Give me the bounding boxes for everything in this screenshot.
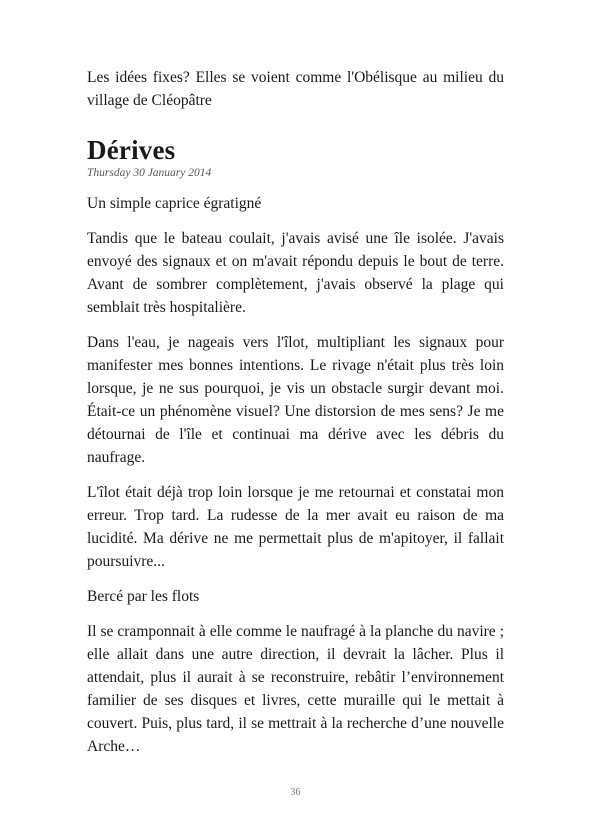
paragraph-2: Dans l'eau, je nageais vers l'îlot, multipliant les signaux pour manifester mes bonnes intentions. Le rivage n'était plus très loin lorsque, je ne sus pourquoi, je vis un obstacle surgir devant moi. Était-ce un phénomène visuel? Une distorsion de mes sens? Je me détournai de l'île et continuai ma dérive avec les débris du naufrage. <box>87 334 504 466</box>
paragraph-1: Tandis que le bateau coulait, j'avais avisé une île isolée. J'avais envoyé des signaux et on m'avait répondu depuis le bout de terre. Avant de sombrer complètement, j'avais observé la plage qui semblait très hospitalière. <box>87 230 504 316</box>
paragraph-3: L'îlot était déjà trop loin lorsque je me retournai et constatai mon erreur. Trop tard. La rudesse de la mer avait eu raison de ma lucidité. Ma dérive ne me permettait plus de m'apitoyer, il fallait poursuivre... <box>87 484 504 570</box>
intro-paragraph: Les idées fixes? Elles se voient comme l'Obélisque au milieu du village de Cléopâtre <box>87 69 504 109</box>
page-content <box>87 66 504 758</box>
paragraph-4: Il se cramponnait à elle comme le naufragé à la planche du navire ; elle allait dans une autre direction, il devrait la lâcher. Plus il attendait, plus il aurait à se reconstruire, rebâtir l’environnement familier de ses disques et livres, cette muraille qui le mettait à couvert. Puis, plus tard, il se mettrait à la recherche d’une nouvelle Arche… <box>87 623 504 755</box>
page-number: 36 <box>290 787 301 798</box>
paragraph-subtitle-1: Un simple caprice égratigné <box>87 195 262 212</box>
post-date: Thursday 30 January 2014 <box>87 167 212 179</box>
post-title: Dérives <box>87 135 176 165</box>
paragraph-subtitle-2: Bercé par les flots <box>87 588 200 605</box>
